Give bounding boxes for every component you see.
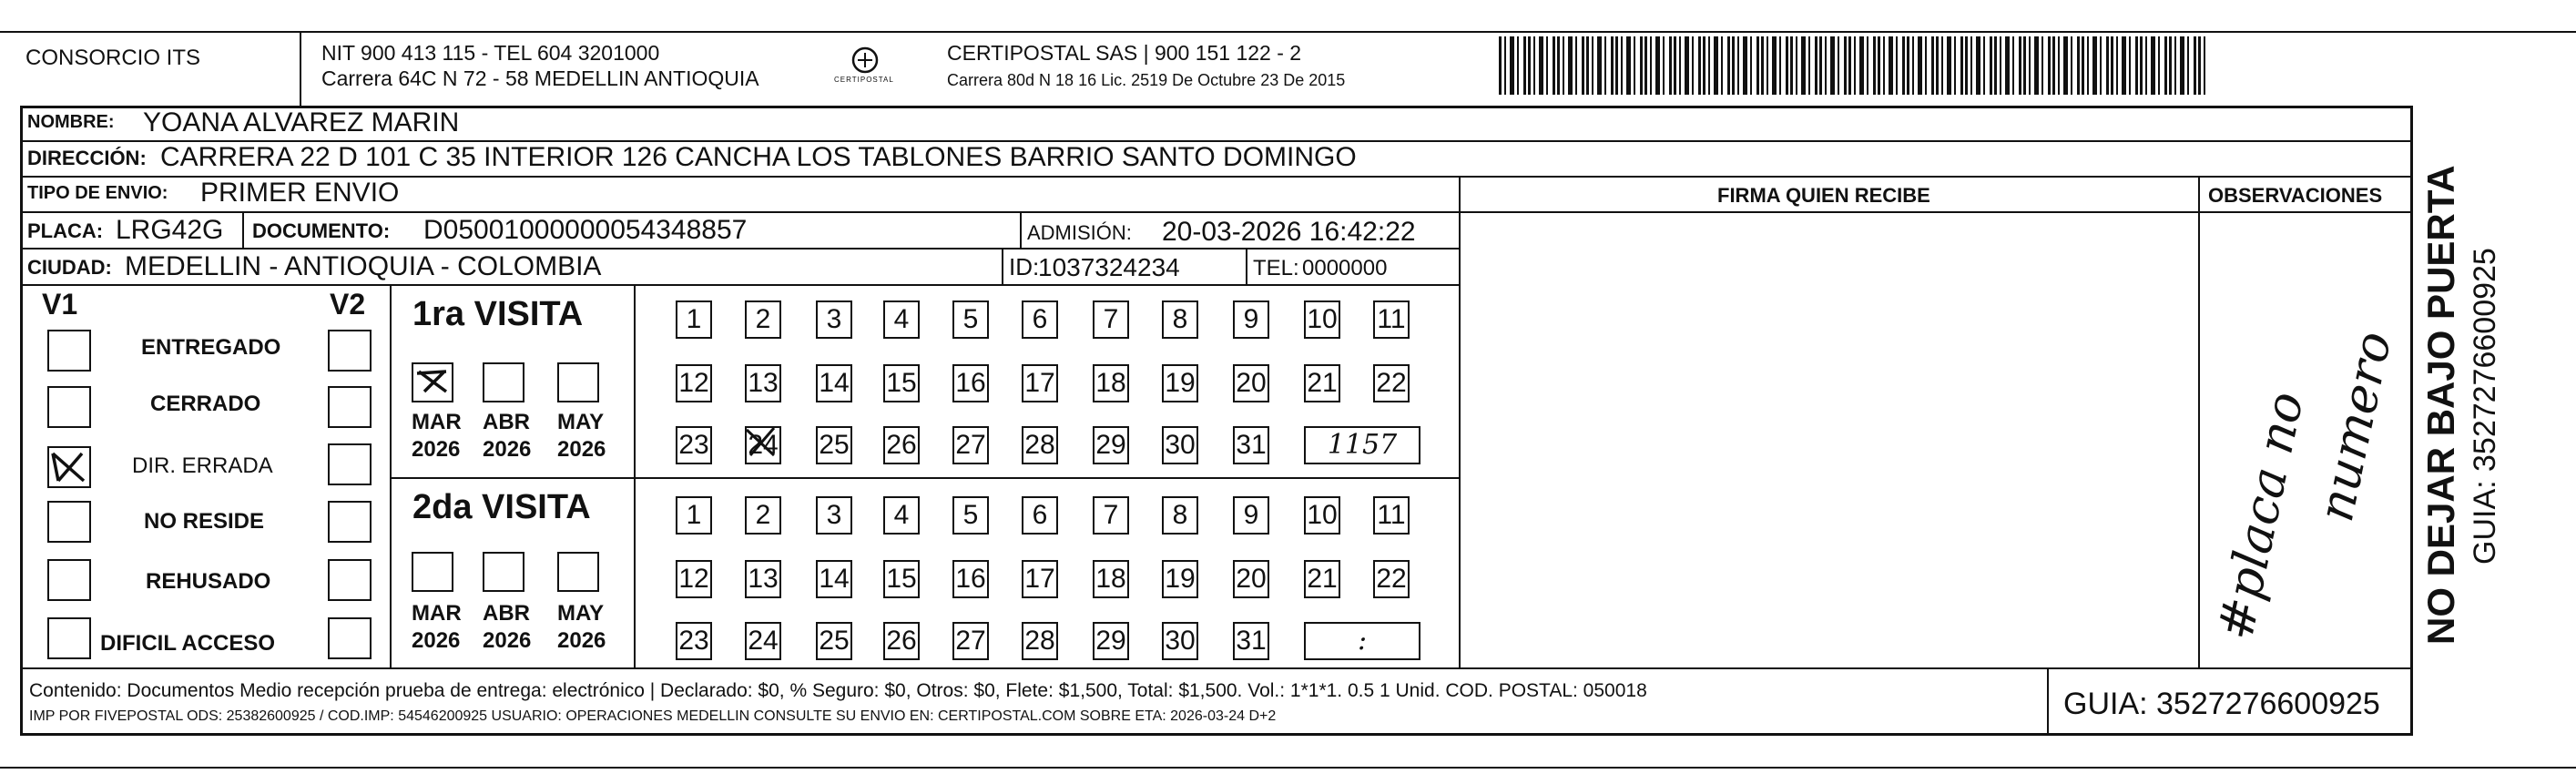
day-number: 14 [819, 564, 850, 594]
year-label: 2026 [483, 437, 532, 462]
visit2-title: 2da VISITA [412, 488, 591, 526]
day-number: 6 [1032, 500, 1048, 530]
month-label: ABR [483, 601, 530, 626]
status-label: DIFICIL ACCESO [100, 631, 276, 656]
day-number: 28 [1024, 626, 1055, 656]
v1-checkbox-dir-errada[interactable] [47, 446, 91, 488]
carrier-address: Carrera 80d N 18 16 Lic. 2519 De Octubre 23 De 2015 [947, 71, 1346, 89]
company-name: CONSORCIO ITS [25, 46, 201, 70]
city-value: MEDELLIN - ANTIOQUIA - COLOMBIA [125, 251, 602, 281]
visit2-day-1[interactable] [676, 496, 712, 535]
visit1-day-13[interactable] [745, 364, 781, 402]
logo-text: CERTIPOSTAL [834, 76, 894, 84]
visit1-day-29[interactable] [1093, 426, 1129, 464]
visit2-day-19[interactable] [1162, 560, 1198, 598]
visit2-day-13[interactable] [745, 560, 781, 598]
visit2-day-20[interactable] [1233, 560, 1269, 598]
visit1-day-19[interactable] [1162, 364, 1198, 402]
v2-checkbox-dificil-acceso[interactable] [328, 617, 372, 659]
v1-checkbox-dificil-acceso[interactable] [47, 617, 91, 659]
day-number: 5 [962, 500, 979, 530]
visit2-day-21[interactable] [1304, 560, 1340, 598]
visit2-day-11[interactable] [1373, 496, 1410, 535]
visit2-day-26[interactable] [883, 622, 920, 660]
visit2-day-14[interactable] [816, 560, 852, 598]
day-number: 9 [1243, 304, 1259, 334]
day-number: 1 [686, 500, 702, 530]
v2-checkbox-entregado[interactable] [328, 330, 372, 372]
visit1-day-20[interactable] [1233, 364, 1269, 402]
visit2-time-box[interactable]: : [1304, 622, 1420, 660]
visit2-day-23[interactable] [676, 622, 712, 660]
observations-header: OBSERVACIONES [2208, 184, 2383, 207]
v1-checkbox-cerrado[interactable] [47, 386, 91, 428]
v2-label: V2 [330, 288, 366, 321]
day-number: 31 [1236, 626, 1267, 656]
visit1-month-mar-checkbox[interactable] [412, 362, 453, 402]
day-number: 11 [1377, 500, 1406, 530]
observation-handwritten-line-2: numero [2306, 326, 2403, 527]
day-number: 4 [893, 500, 910, 530]
visit2-month-may-checkbox[interactable] [557, 552, 599, 592]
signature-header: FIRMA QUIEN RECIBE [1717, 184, 1930, 207]
v1-label: V1 [42, 288, 78, 321]
bottom-rule [0, 767, 2576, 769]
recipient-address: CARRERA 22 D 101 C 35 INTERIOR 126 CANCHA LOS TABLONES BARRIO SANTO DOMINGO [160, 142, 1357, 172]
document-label: DOCUMENTO: [252, 219, 391, 242]
visit1-day-14[interactable] [816, 364, 852, 402]
observation-handwritten-line-1: #placa no [2206, 386, 2316, 646]
day-number: 3 [826, 304, 842, 334]
visit1-day-28[interactable] [1022, 426, 1058, 464]
year-label: 2026 [557, 628, 606, 653]
status-label: REHUSADO [146, 569, 271, 594]
barcode [1499, 36, 2205, 95]
visit2-day-10[interactable] [1304, 496, 1340, 535]
v1-checkbox-no-reside[interactable] [47, 501, 91, 543]
visit2-day-28[interactable] [1022, 622, 1058, 660]
visit1-day-24[interactable] [745, 426, 781, 464]
visit1-day-26[interactable] [883, 426, 920, 464]
year-label: 2026 [412, 628, 461, 653]
signature-area[interactable] [1462, 215, 2196, 666]
visit1-day-9[interactable] [1233, 300, 1269, 339]
day-number: 10 [1307, 500, 1338, 530]
visit2-day-9[interactable] [1233, 496, 1269, 535]
visit1-day-8[interactable] [1162, 300, 1198, 339]
v1-checkbox-rehusado[interactable] [47, 559, 91, 601]
day-number: 11 [1377, 304, 1406, 334]
status-label: ENTREGADO [141, 335, 281, 360]
visit2-day-25[interactable] [816, 622, 852, 660]
shipping-type: PRIMER ENVIO [200, 178, 400, 208]
day-number: 1 [686, 304, 702, 334]
plate-value: LRG42G [116, 215, 224, 245]
visit2-day-31[interactable] [1233, 622, 1269, 660]
day-number: 6 [1032, 304, 1048, 334]
name-label: NOMBRE: [27, 112, 115, 132]
day-number: 3 [826, 500, 842, 530]
id-value: 1037324234 [1038, 253, 1180, 281]
side-guide-number: GUIA: 3527276600925 [2468, 248, 2502, 565]
day-number: 13 [748, 368, 779, 398]
day-number: 27 [955, 430, 986, 460]
visit2-day-16[interactable] [952, 560, 989, 598]
day-number: 7 [1103, 500, 1119, 530]
visit1-day-6[interactable] [1022, 300, 1058, 339]
day-number: 27 [955, 626, 986, 656]
day-number: 16 [955, 564, 986, 594]
tel-label: TEL: [1253, 256, 1299, 280]
day-number: 18 [1095, 368, 1126, 398]
month-label: MAR [412, 410, 462, 434]
visit2-day-29[interactable] [1093, 622, 1129, 660]
day-number: 24 [748, 626, 779, 656]
day-number: 12 [678, 368, 709, 398]
address-line: Carrera 64C N 72 - 58 MEDELLIN ANTIOQUIA [321, 66, 759, 90]
check-mark-icon [743, 424, 779, 461]
visit1-day-12[interactable] [676, 364, 712, 402]
day-number: 29 [1095, 626, 1126, 656]
v2-checkbox-dir-errada[interactable] [328, 443, 372, 485]
contents-line: Contenido: Documentos Medio recepción prueba de entrega: electrónico | Declarado: $0, % Seguro: $0, Otros: $0, Flete: $1,500, Total: $1,500. Vol.: 1*1*1. 0.5 1 Unid. COD. POSTAL: 050018 [29, 680, 1647, 701]
day-number: 8 [1172, 304, 1188, 334]
visit1-day-2[interactable] [745, 300, 781, 339]
imp-line: IMP POR FIVEPOSTAL ODS: 25382600925 / COD.IMP: 54546200925 USUARIO: OPERACIONES MEDELLIN CONSULTE SU ENVIO EN: CERTIPOSTAL.COM SOBRE ETA: 2026-03-24 D+2 [29, 708, 1277, 724]
day-number: 26 [886, 430, 917, 460]
day-number: 19 [1165, 368, 1196, 398]
day-number: 15 [886, 368, 917, 398]
visit2-day-5[interactable] [952, 496, 989, 535]
visit2-day-7[interactable] [1093, 496, 1129, 535]
visit1-day-4[interactable] [883, 300, 920, 339]
visit1-day-25[interactable] [816, 426, 852, 464]
day-number: 9 [1243, 500, 1259, 530]
day-number: 21 [1307, 368, 1338, 398]
footer-guide-number: GUIA: 3527276600925 [2063, 687, 2380, 721]
month-label: ABR [483, 410, 530, 434]
day-number: 29 [1095, 430, 1126, 460]
day-number: 22 [1376, 368, 1407, 398]
observations-area[interactable] [2202, 215, 2411, 666]
visit2-day-18[interactable] [1093, 560, 1129, 598]
visit1-day-30[interactable] [1162, 426, 1198, 464]
day-number: 28 [1024, 430, 1055, 460]
visit1-day-31[interactable] [1233, 426, 1269, 464]
v2-checkbox-no-reside[interactable] [328, 501, 372, 543]
admission-value: 20-03-2026 16:42:22 [1162, 217, 1416, 247]
day-number: 25 [819, 626, 850, 656]
day-number: 17 [1024, 564, 1055, 594]
visit1-month-abr-checkbox[interactable] [483, 362, 524, 402]
day-number: 5 [962, 304, 979, 334]
visit1-day-3[interactable] [816, 300, 852, 339]
visit2-day-2[interactable] [745, 496, 781, 535]
day-number: 18 [1095, 564, 1126, 594]
day-number: 24 [748, 430, 779, 460]
address-label: DIRECCIÓN: [27, 147, 147, 169]
v2-checkbox-rehusado[interactable] [328, 559, 372, 601]
visit2-day-8[interactable] [1162, 496, 1198, 535]
month-label: MAY [557, 601, 605, 626]
visit2-day-24[interactable] [745, 622, 781, 660]
shipping-type-label: TIPO DE ENVIO: [27, 183, 168, 203]
day-number: 22 [1376, 564, 1407, 594]
day-number: 16 [955, 368, 986, 398]
day-number: 26 [886, 626, 917, 656]
tel-value: 0000000 [1302, 256, 1388, 280]
visit1-month-may-checkbox[interactable] [557, 362, 599, 402]
visit1-day-5[interactable] [952, 300, 989, 339]
visit1-day-17[interactable] [1022, 364, 1058, 402]
visit2-month-mar-checkbox[interactable] [412, 552, 453, 592]
visit2-day-27[interactable] [952, 622, 989, 660]
certipostal-logo [832, 42, 898, 95]
visit2-day-17[interactable] [1022, 560, 1058, 598]
visit2-day-15[interactable] [883, 560, 920, 598]
v2-checkbox-cerrado[interactable] [328, 386, 372, 428]
visit1-day-10[interactable] [1304, 300, 1340, 339]
day-number: 20 [1236, 368, 1267, 398]
day-number: 7 [1103, 304, 1119, 334]
recipient-name: YOANA ALVAREZ MARIN [143, 107, 460, 137]
day-number: 25 [819, 430, 850, 460]
day-number: 30 [1165, 626, 1196, 656]
month-label: MAY [557, 410, 605, 434]
visit1-day-16[interactable] [952, 364, 989, 402]
plate-label: PLACA: [27, 219, 104, 242]
visit1-time-box[interactable]: 1157 [1304, 426, 1420, 464]
day-number: 4 [893, 304, 910, 334]
check-mark-icon [413, 364, 452, 401]
day-number: 2 [755, 500, 771, 530]
day-number: 10 [1307, 304, 1338, 334]
visit2-day-4[interactable] [883, 496, 920, 535]
visit1-day-23[interactable] [676, 426, 712, 464]
year-label: 2026 [483, 628, 532, 653]
status-label: DIR. ERRADA [132, 453, 273, 478]
day-number: 2 [755, 304, 771, 334]
year-label: 2026 [557, 437, 606, 462]
visit2-day-30[interactable] [1162, 622, 1198, 660]
visit2-day-3[interactable] [816, 496, 852, 535]
day-number: 15 [886, 564, 917, 594]
id-label: ID: [1009, 253, 1040, 280]
day-number: 19 [1165, 564, 1196, 594]
city-label: CIUDAD: [27, 256, 112, 279]
visit2-day-22[interactable] [1373, 560, 1410, 598]
carrier-line: CERTIPOSTAL SAS | 900 151 122 - 2 [947, 41, 1302, 65]
day-number: 13 [748, 564, 779, 594]
visit2-day-6[interactable] [1022, 496, 1058, 535]
day-number: 17 [1024, 368, 1055, 398]
day-number: 8 [1172, 500, 1188, 530]
admission-label: ADMISIÓN: [1027, 221, 1132, 244]
visit1-day-11[interactable] [1373, 300, 1410, 339]
day-number: 20 [1236, 564, 1267, 594]
visit1-title: 1ra VISITA [412, 295, 584, 333]
visit1-day-7[interactable] [1093, 300, 1129, 339]
day-number: 12 [678, 564, 709, 594]
day-number: 23 [678, 430, 709, 460]
nit-line: NIT 900 413 115 - TEL 604 3201000 [321, 41, 660, 65]
visit1-day-21[interactable] [1304, 364, 1340, 402]
no-dejar-bajo-puerta: NO DEJAR BAJO PUERTA [2419, 165, 2462, 645]
day-number: 23 [678, 626, 709, 656]
visit1-day-18[interactable] [1093, 364, 1129, 402]
visit1-day-1[interactable] [676, 300, 712, 339]
visit1-day-27[interactable] [952, 426, 989, 464]
visit1-day-15[interactable] [883, 364, 920, 402]
visit2-month-abr-checkbox[interactable] [483, 552, 524, 592]
visit1-day-22[interactable] [1373, 364, 1410, 402]
visit2-day-12[interactable] [676, 560, 712, 598]
status-label: CERRADO [150, 392, 261, 416]
status-label: NO RESIDE [144, 509, 265, 534]
document-value: D05001000000054348857 [423, 215, 748, 245]
day-number: 31 [1236, 430, 1267, 460]
day-number: 21 [1307, 564, 1338, 594]
year-label: 2026 [412, 437, 461, 462]
month-label: MAR [412, 601, 462, 626]
day-number: 30 [1165, 430, 1196, 460]
v1-checkbox-entregado[interactable] [47, 330, 91, 372]
check-mark-icon [49, 448, 89, 486]
day-number: 14 [819, 368, 850, 398]
